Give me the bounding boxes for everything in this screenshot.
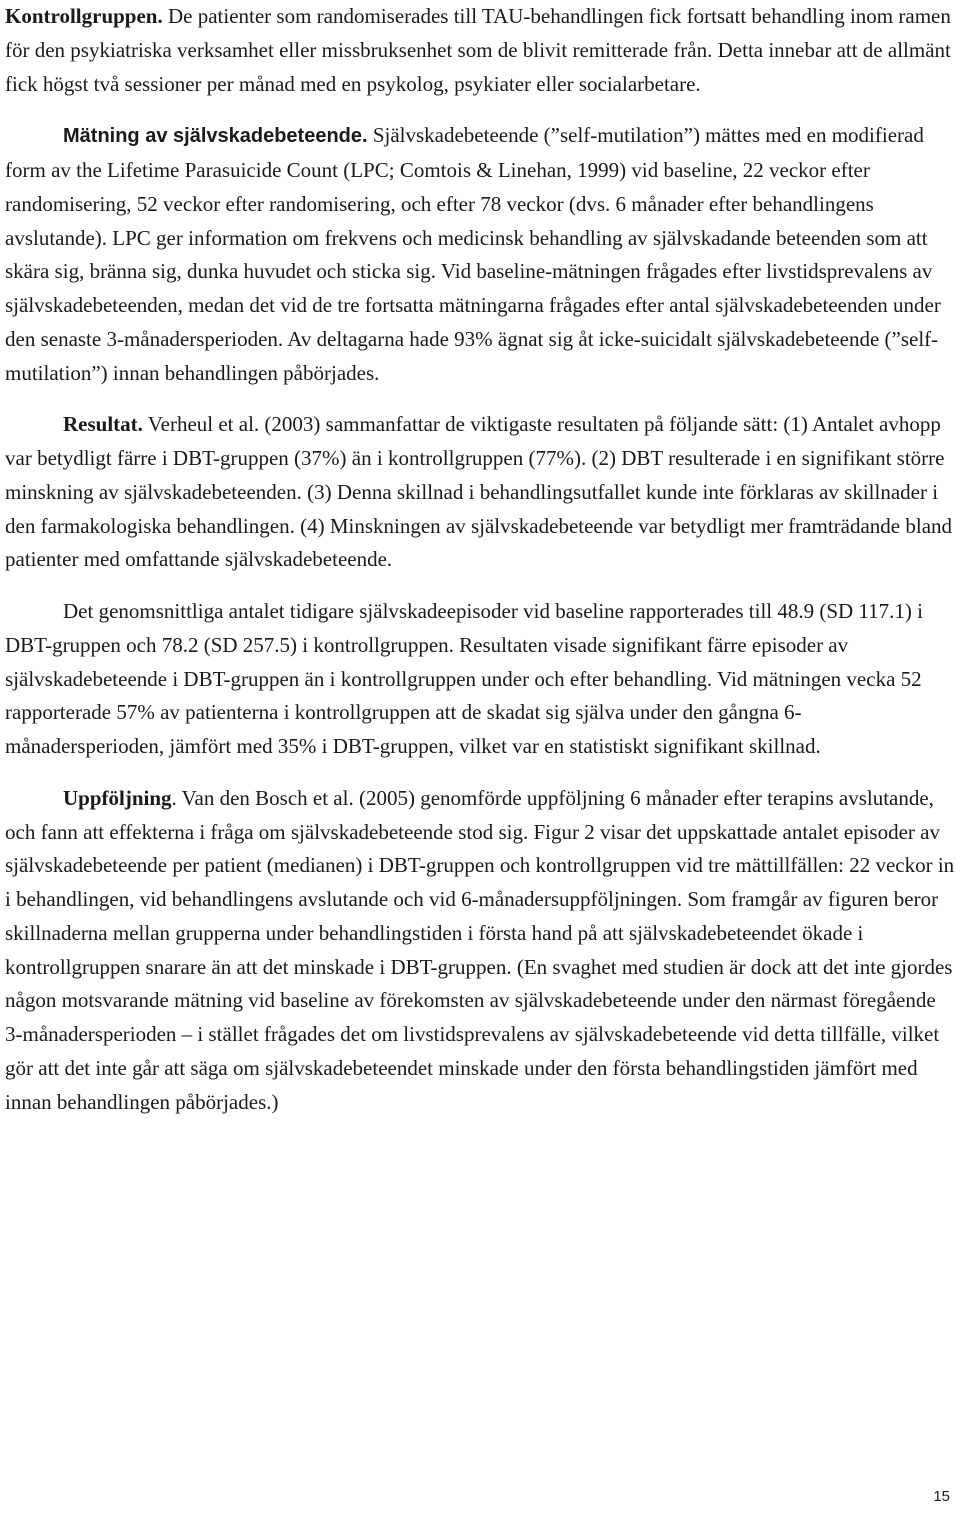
heading-matning: Mätning av självskadebeteende. [63,125,368,148]
heading-kontrollgruppen: Kontrollgruppen. [5,4,163,28]
text-matning: Självskadebeteende (”self-mutilation”) mättes med en modifierad form av the Lifetime Parasuicide Count (LPC; Comtois & Linehan, 1999) vid baseline, 22 veckor efter randomisering, 52 veckor efter randomisering, och efter 78 veckor (dvs. 6 månader efter behandlingens avslutande). LPC ger information om frekvens och medicinsk behandling av självskadande beteenden som att skära sig, bränna sig, dunka huvudet och sticka sig. Vid baseline-mätningen frågades efter livstidsprevalens av självskadebeteenden, medan det vid de tre fortsatta mätningarna frågades efter antal självskadebeteenden under den senaste 3-månadersperioden. Av deltagarna hade 93% ägnat sig åt icke-suicidalt självskadebeteende (”self-mutilation”) innan behandlingen påbörjades. [5,123,941,385]
page-number: 15 [933,1488,950,1505]
paragraph-resultat [5,408,957,577]
paragraph-matning [5,119,957,390]
paragraph-genomsnitt [5,595,957,764]
text-genomsnitt: Det genomsnittliga antalet tidigare självskadeepisoder vid baseline rapporterades till 48.9 (SD 117.1) i DBT-gruppen och 78.2 (SD 257.5) i kontrollgruppen. Resultaten visade signifikant färre episoder av självskadebeteende i DBT-gruppen än i kontrollgruppen under och efter behandling. Vid mätningen vecka 52 rapporterade 57% av patienterna i kontrollgruppen att de skadat sig själva under den gångna 6-månadersperioden, jämfört med 35% i DBT-gruppen, vilket var en statistiskt signifikant skillnad. [5,599,923,758]
text-resultat: Verheul et al. (2003) sammanfattar de viktigaste resultaten på följande sätt: (1) Antalet avhopp var betydligt färre i DBT-gruppen (37%) än i kontrollgruppen (77%). (2) DBT resulterade i en signifikant större minskning av självskadebeteenden. (3) Denna skillnad i behandlingsutfallet kunde inte förklaras av skillnader i den farmakologiska behandlingen. (4) Minskningen av självskadebeteende var betydligt mer framträdande bland patienter med omfattande självskadebeteende. [5,412,953,572]
text-kontrollgruppen: De patienter som randomiserades till TAU-behandlingen fick fortsatt behandling inom ramen för den psykiatriska verksamhet eller missbruksenhet som de blivit remitterade från. Detta innebar att de allmänt fick högst två sessioner per månad med en psykolog, psykiater eller socialarbetare. [5,4,951,96]
paragraph-kontrollgruppen [5,0,957,101]
heading-resultat: Resultat. [63,412,143,437]
text-uppfoljning: . Van den Bosch et al. (2005) genomförde uppföljning 6 månader efter terapins avslutande, och fann att effekterna i fråga om självskadebeteende stod sig. Figur 2 visar det uppskattade antalet episoder av självskadebeteende per patient (medianen) i DBT-gruppen och kontrollgruppen vid tre mättillfällen: 22 veckor in i behandlingen, vid behandlingens avslutande och vid 6-månadersuppföljningen. Som framgår av figuren beror skillnaderna mellan grupperna under behandlingstiden i första hand på att självskadebeteendet ökade i kontrollgruppen snarare än att det minskade i DBT-gruppen. (En svaghet med studien är dock att det inte gjordes någon motsvarande mätning vid baseline av förekomsten av självskadebeteende under den närmast föregående 3-månadersperioden – i stället frågades det om livstidsprevalens av självskadebeteende vid detta tillfälle, vilket gör att det inte går att säga om självskadebeteendet minskade under den första behandlingstiden jämfört med innan behandlingen påbörjades.) [5,785,955,1114]
document-page [5,0,957,1119]
paragraph-uppfoljning [5,782,957,1120]
heading-uppfoljning: Uppföljning [63,785,172,810]
